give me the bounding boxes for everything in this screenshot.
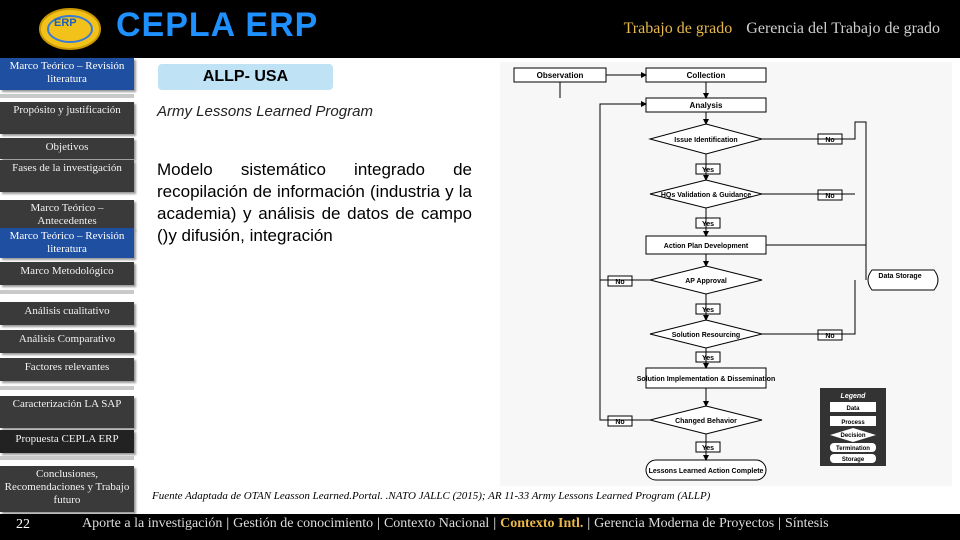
sidebar bbox=[0, 58, 140, 514]
legend-data-label: Data bbox=[846, 406, 860, 412]
flow-complete-label: Lessons Learned Action Complete bbox=[648, 468, 764, 475]
flow-legend-title: Legend bbox=[840, 393, 866, 400]
erp-logo-icon bbox=[38, 6, 102, 52]
flow-collection-label: Collection bbox=[686, 71, 726, 80]
flow-observation-label: Observation bbox=[536, 71, 584, 80]
flow-yes-label: Yes bbox=[701, 355, 715, 362]
flow-behavior-label: Changed Behavior bbox=[675, 418, 737, 425]
header-bar bbox=[0, 0, 960, 58]
footer-bar bbox=[0, 514, 960, 540]
sidebar-item-antecedentes[interactable]: Marco Teórico – Antecedentes bbox=[0, 200, 134, 230]
sidebar-divider bbox=[0, 94, 134, 98]
footer-link-aporte[interactable]: Aporte a la investigación bbox=[82, 516, 223, 531]
flow-no-label: No bbox=[825, 193, 835, 200]
section-description: Modelo sistemático integrado de recopilación de información (industria y la academia) y análisis de datos de campo ()y difusión, integración bbox=[157, 160, 472, 245]
flow-hqs-label: HQs Validation & Guidance bbox=[660, 192, 752, 199]
flow-yes-label: Yes bbox=[701, 167, 715, 174]
tab-gerencia-trabajo-grado[interactable]: Gerencia del Trabajo de grado bbox=[746, 20, 940, 37]
sidebar-item-marco-metodologico[interactable]: Marco Metodológico bbox=[0, 262, 134, 285]
header-tabs bbox=[624, 20, 940, 38]
legend-termination-label: Termination bbox=[836, 446, 870, 452]
separator: | bbox=[226, 516, 230, 531]
separator: | bbox=[377, 516, 380, 531]
legend-process-label: Process bbox=[841, 420, 865, 426]
footer-link-sintesis[interactable]: Síntesis bbox=[784, 516, 829, 531]
footer-link-contexto-intl[interactable]: Contexto Intl. bbox=[500, 516, 584, 531]
footer-nav bbox=[82, 516, 829, 532]
sidebar-item-analisis-cualitativo[interactable]: Análisis cualitativo bbox=[0, 302, 134, 325]
flow-no-label: No bbox=[615, 279, 625, 286]
flow-no-label: No bbox=[825, 137, 835, 144]
sidebar-divider bbox=[0, 456, 134, 460]
flow-action-plan-label: Action Plan Development bbox=[663, 243, 749, 250]
sidebar-item-marco-teorico-revision-top[interactable]: Marco Teórico – Revisión literatura bbox=[0, 58, 134, 90]
sidebar-item-propuesta[interactable]: Propuesta CEPLA ERP bbox=[0, 430, 134, 453]
flow-yes-label: Yes bbox=[701, 445, 715, 452]
legend-decision-label: Decision bbox=[840, 433, 866, 439]
flow-yes-label: Yes bbox=[701, 307, 715, 314]
sidebar-item-objetivos[interactable]: Objetivos bbox=[0, 138, 134, 159]
section-title: ALLP- USA bbox=[158, 64, 333, 90]
separator: | bbox=[493, 516, 497, 531]
flow-yes-label: Yes bbox=[701, 221, 715, 228]
flow-resourcing-label: Solution Resourcing bbox=[671, 332, 741, 339]
flow-data-storage-label: Data Storage bbox=[878, 273, 922, 280]
footer-link-gerencia[interactable]: Gerencia Moderna de Proyectos bbox=[594, 516, 775, 531]
footer-link-gestion[interactable]: Gestión de conocimiento bbox=[233, 516, 374, 531]
separator: | bbox=[778, 516, 781, 531]
sidebar-divider bbox=[0, 386, 134, 390]
logo-text: ERP bbox=[54, 17, 77, 29]
footer-link-contexto-nacional[interactable]: Contexto Nacional bbox=[383, 516, 490, 531]
flow-issue-label: Issue Identification bbox=[674, 137, 738, 144]
flow-no-label: No bbox=[825, 333, 835, 340]
legend-storage-label: Storage bbox=[841, 457, 865, 463]
flow-implementation-label: Solution Implementation & Dissemination bbox=[636, 376, 776, 383]
source-citation: Fuente Adaptada de OTAN Leasson Learned.Portal. .NATO JALLC (2015); AR 11-33 Army Lessons Learned Program (ALLP) bbox=[152, 490, 711, 502]
sidebar-item-caracterizacion[interactable]: Caracterización LA SAP bbox=[0, 396, 134, 428]
tab-trabajo-de-grado[interactable]: Trabajo de grado bbox=[623, 20, 733, 37]
sidebar-item-proposito[interactable]: Propósito y justificación bbox=[0, 102, 134, 134]
section-subtitle: Army Lessons Learned Program bbox=[157, 103, 373, 120]
flow-analysis-label: Analysis bbox=[689, 101, 723, 110]
allp-flowchart bbox=[500, 62, 952, 486]
sidebar-item-factores[interactable]: Factores relevantes bbox=[0, 358, 134, 381]
sidebar-item-analisis-comparativo[interactable]: Análisis Comparativo bbox=[0, 330, 134, 353]
sidebar-divider bbox=[0, 290, 134, 294]
separator: | bbox=[587, 516, 591, 531]
flow-no-label: No bbox=[615, 419, 625, 426]
sidebar-item-conclusiones[interactable]: Conclusiones, Recomendaciones y Trabajo futuro bbox=[0, 466, 134, 512]
flow-approval-label: AP Approval bbox=[685, 278, 727, 285]
page-number: 22 bbox=[16, 517, 30, 532]
sidebar-item-fases[interactable]: Fases de la investigación bbox=[0, 160, 134, 192]
sidebar-item-revision-literatura[interactable]: Marco Teórico – Revisión literatura bbox=[0, 228, 134, 258]
app-title: CEPLA ERP bbox=[116, 6, 319, 44]
